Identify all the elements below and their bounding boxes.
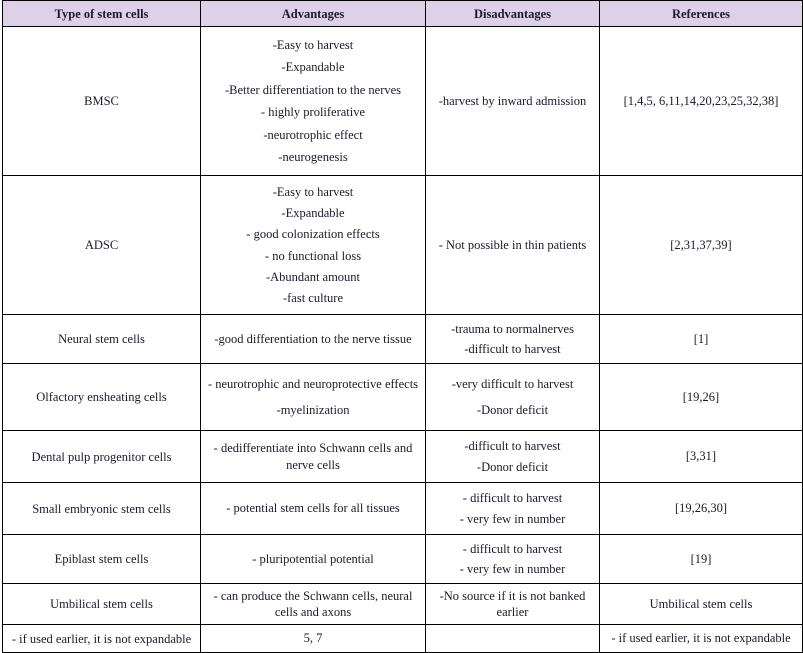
cell-advantages	[201, 535, 426, 584]
cell-line: - highly proliferative	[260, 105, 366, 120]
cell-disadvantages	[426, 483, 600, 535]
cell-line: - difficult to harvest	[462, 542, 563, 557]
cell-advantages	[201, 27, 426, 176]
cell-type	[3, 584, 201, 625]
cell-text: [19,26]	[682, 389, 720, 404]
cell-text: - potential stem cells for all tissues	[226, 501, 400, 516]
cell-line: -Expandable	[281, 206, 345, 221]
cell-advantages	[201, 483, 426, 535]
cell-line: -trauma to normalnerves	[451, 322, 574, 337]
cell-line: -myelinization	[276, 402, 350, 417]
cell-text: [1,4,5, 6,11,14,20,23,25,32,38]	[623, 93, 779, 108]
cell-references	[600, 364, 803, 431]
cell-line: - no functional loss	[264, 248, 362, 263]
cell-line: - very few in number	[459, 561, 566, 576]
cell-text: Neural stem cells	[58, 332, 145, 346]
table-row	[3, 315, 803, 364]
table-row	[3, 364, 803, 431]
cell-line: -Donor deficit	[476, 402, 549, 417]
table-row	[3, 584, 803, 625]
cell-line-stack	[431, 318, 594, 360]
cell-line: -very difficult to harvest	[451, 377, 574, 392]
cell-references	[600, 176, 803, 315]
cell-advantages	[201, 431, 426, 483]
cell-text: [19]	[690, 551, 712, 566]
table-row	[3, 27, 803, 176]
cell-line: -Easy to harvest	[272, 37, 354, 52]
cell-references	[600, 315, 803, 364]
cell-advantages	[201, 315, 426, 364]
cell-references	[600, 535, 803, 584]
cell-text: Small embryonic stem cells	[32, 501, 171, 516]
column-header-advantages: Advantages	[201, 1, 426, 27]
cell-line-stack	[206, 367, 420, 427]
cell-line: -neurotrophic effect	[263, 127, 363, 142]
cell-advantages	[201, 364, 426, 431]
cell-text: [2,31,37,39]	[670, 237, 732, 252]
cell-line-stack	[431, 538, 594, 580]
cell-line-stack	[431, 367, 594, 427]
cell-line: - very few in number	[459, 511, 566, 526]
cell-line-stack	[206, 179, 420, 311]
cell-text: Umbilical stem cells	[649, 596, 753, 611]
column-header-references: References	[600, 1, 803, 27]
cell-advantages	[201, 584, 426, 625]
cell-advantages	[201, 176, 426, 315]
cell-text: - dedifferentiate into Schwann cells and nerve cells	[213, 441, 413, 472]
cell-text: [1]	[693, 331, 709, 346]
cell-line: -Easy to harvest	[272, 185, 354, 200]
cell-text: - Not possible in thin patients	[438, 237, 587, 252]
cell-text: Olfactory ensheating cells	[36, 390, 167, 404]
column-header-disadvantages: Disadvantages	[426, 1, 600, 27]
cell-type	[3, 176, 201, 315]
cell-references	[600, 625, 803, 653]
cell-disadvantages	[426, 27, 600, 176]
cell-text: 5, 7	[303, 631, 323, 646]
cell-line: - difficult to harvest	[462, 491, 563, 506]
cell-text: - if used earlier, it is not expandable	[611, 631, 791, 646]
cell-type	[3, 315, 201, 364]
cell-text: -good differentiation to the nerve tissue	[214, 331, 412, 346]
cell-references	[600, 431, 803, 483]
table-row	[3, 483, 803, 535]
cell-line: -difficult to harvest	[464, 341, 561, 356]
cell-disadvantages	[426, 315, 600, 364]
cell-disadvantages	[426, 364, 600, 431]
cell-type	[3, 535, 201, 584]
cell-disadvantages	[426, 535, 600, 584]
cell-disadvantages	[426, 431, 600, 483]
cell-references	[600, 27, 803, 176]
cell-text: Epiblast stem cells	[54, 552, 149, 566]
table-row	[3, 431, 803, 483]
cell-references	[600, 483, 803, 535]
cell-references	[600, 584, 803, 625]
cell-line: -Better differentiation to the nerves	[224, 82, 402, 97]
cell-line-stack	[431, 486, 594, 531]
cell-text: ADSC	[84, 238, 119, 252]
cell-text: [19,26,30]	[674, 501, 728, 516]
table-header-row	[3, 1, 803, 27]
cell-text: -harvest by inward admission	[438, 93, 587, 108]
cell-line: -fast culture	[282, 290, 344, 305]
cell-line: -neurogenesis	[278, 150, 348, 165]
cell-line: - good colonization effects	[246, 227, 380, 242]
cell-line: -difficult to harvest	[464, 439, 561, 454]
cell-text: BMSC	[84, 94, 119, 108]
cell-line-stack	[431, 434, 594, 479]
cell-disadvantages	[426, 625, 600, 653]
cell-text: - can produce the Schwann cells, neural cells and axons	[213, 588, 413, 619]
cell-text: - pluripotential potential	[252, 551, 374, 566]
cell-text: [3,31]	[685, 449, 717, 464]
cell-line: - neurotrophic and neuroprotective effects	[207, 377, 419, 392]
stem-cell-comparison-table	[2, 0, 803, 653]
cell-line: -Donor deficit	[476, 459, 549, 474]
cell-type	[3, 431, 201, 483]
cell-text: Dental pulp progenitor cells	[31, 449, 172, 464]
cell-line: -Abundant amount	[265, 269, 361, 284]
table-body	[3, 27, 803, 653]
cell-line: -Expandable	[281, 60, 345, 75]
cell-disadvantages	[426, 176, 600, 315]
cell-type	[3, 364, 201, 431]
cell-line-stack	[206, 30, 420, 172]
table-row	[3, 625, 803, 653]
cell-type	[3, 625, 201, 653]
table-row	[3, 535, 803, 584]
cell-text: Umbilical stem cells	[50, 597, 153, 611]
cell-advantages	[201, 625, 426, 653]
cell-type	[3, 483, 201, 535]
cell-disadvantages	[426, 584, 600, 625]
table-row	[3, 176, 803, 315]
cell-text: - if used earlier, it is not expandable	[11, 631, 192, 646]
cell-type	[3, 27, 201, 176]
column-header-type: Type of stem cells	[3, 1, 201, 27]
cell-text: -No source if it is not banked earlier	[439, 588, 586, 619]
